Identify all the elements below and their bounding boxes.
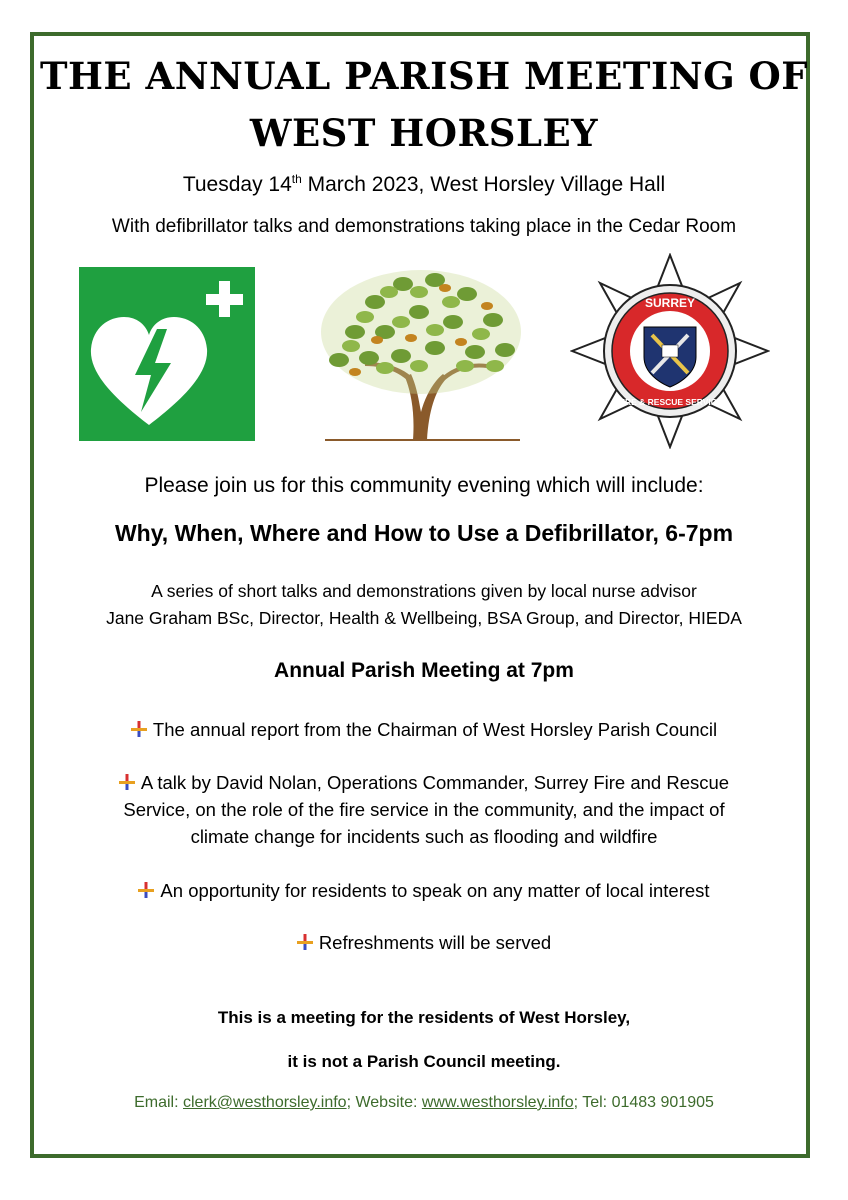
- bullet-cross-icon: [138, 882, 154, 898]
- badge-text-bottom: FIRE & RESCUE SERVICE: [617, 397, 723, 407]
- fire-service-badge-icon: [570, 253, 770, 449]
- contact-line: Email: clerk@westhorsley.info; Website: www.westhorsley.info; Tel: 01483 901905: [134, 1094, 714, 1111]
- website-link[interactable]: www.westhorsley.info: [421, 1094, 574, 1111]
- residents-note: This is a meeting for the residents of West Horsley, it is not a Parish Council meeting.: [217, 1008, 631, 1071]
- bullet-cross-icon: [131, 721, 147, 737]
- talk-description: A series of short talks and demonstrations given by local nurse advisor Jane Graham BSc, Director, Health & Wellbeing, BSA Group, and Director, HIEDA: [106, 581, 742, 628]
- defibrillator-heading: Why, When, Where and How to Use a Defibrillator, 6-7pm: [114, 520, 734, 546]
- bullet-cross-icon: [119, 774, 135, 790]
- email-link[interactable]: clerk@westhorsley.info: [183, 1094, 347, 1111]
- bullet-cross-icon: [297, 934, 313, 950]
- oak-tree-icon: [315, 262, 527, 444]
- badge-text-top: SURREY: [644, 296, 696, 310]
- join-text: Please join us for this community evening which will include:: [144, 474, 704, 497]
- aed-sign-icon: [79, 267, 255, 441]
- list-item: A talk by David Nolan, Operations Commander, Surrey Fire and Rescue Service, on the role of the fire service in the community, and the impact of climate change for incidents such as flooding and wildfire: [0, 769, 848, 850]
- apm-heading: Annual Parish Meeting at 7pm: [274, 659, 574, 682]
- title-line-1: THE ANNUAL PARISH MEETING OF: [39, 54, 809, 98]
- subtitle: With defibrillator talks and demonstrations taking place in the Cedar Room: [111, 216, 737, 237]
- list-item: Refreshments will be served: [0, 929, 848, 956]
- title-line-2: WEST HORSLEY: [249, 111, 599, 155]
- meeting-date: Tuesday 14th March 2023, West Horsley Village Hall: [182, 172, 666, 196]
- list-item: An opportunity for residents to speak on any matter of local interest: [0, 877, 848, 904]
- list-item: The annual report from the Chairman of West Horsley Parish Council: [0, 716, 848, 743]
